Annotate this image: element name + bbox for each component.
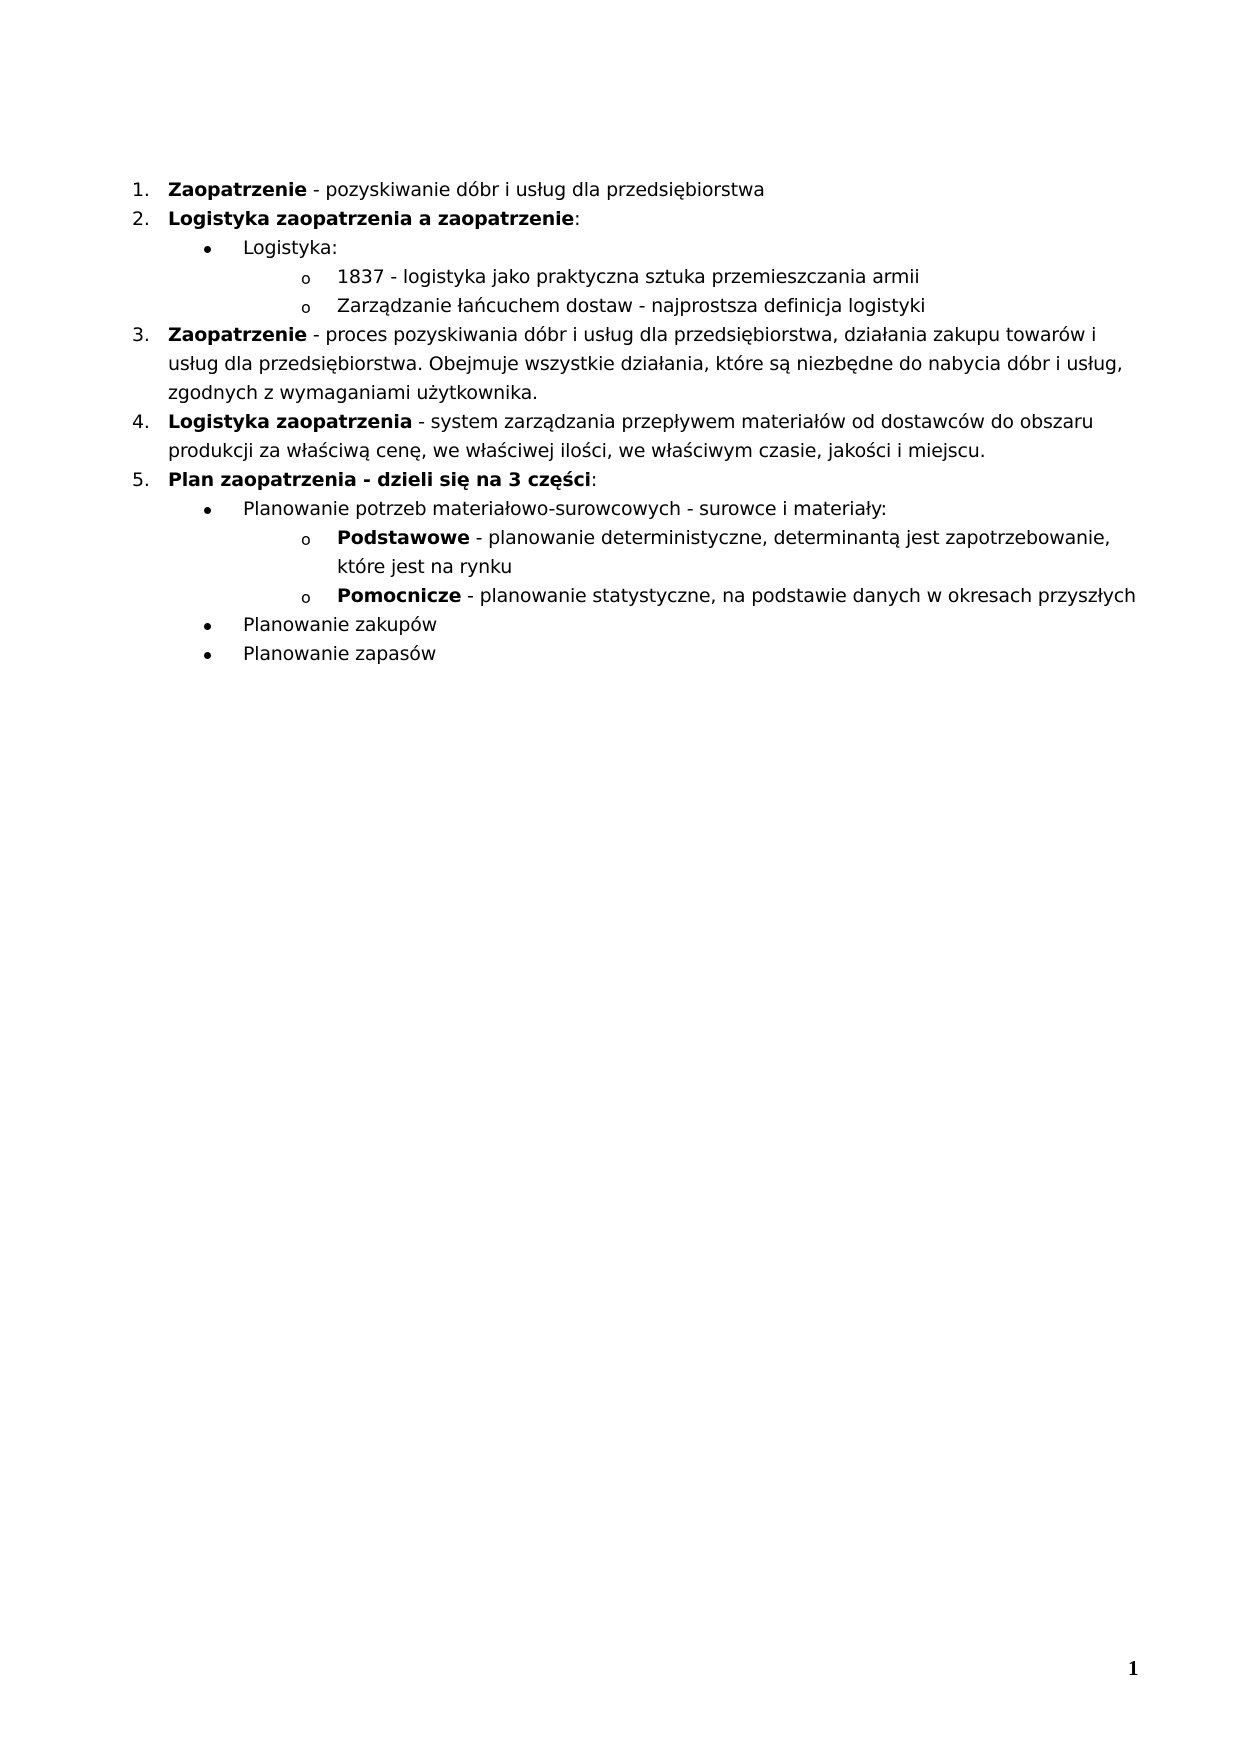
list-item-1 (0, 176, 1148, 205)
list-item-2 (0, 205, 1148, 234)
item-number: 4. (132, 411, 150, 433)
sub-sub-item-term: Podstawowe (337, 527, 470, 549)
sub-item-label: Planowanie zakupów (243, 614, 437, 636)
sub-sub-item-term: Pomocnicze (337, 585, 462, 607)
list-item-3 (0, 321, 1148, 408)
document-body (0, 176, 1240, 669)
bullet-icon (204, 652, 211, 659)
sub-sub-item-text: - planowanie statystyczne, na podstawie danych w okresach przyszłych (461, 585, 1136, 607)
item-number: 3. (132, 324, 150, 346)
sub-item-planowanie-zapasow (0, 640, 1148, 669)
sub-sub-item-text: 1837 - logistyka jako praktyczna sztuka przemieszczania armii (337, 266, 920, 288)
list-item-4 (0, 408, 1148, 466)
item-text: - system zarządzania przepływem materiałów od dostawców do obszaru produkcji za właściwą cenę, we właściwej ilości, we właściwym czasie, jakości i miejscu. (168, 411, 1094, 462)
circle-marker-icon: o (301, 588, 311, 607)
item-text: - proces pozyskiwania dóbr i usług dla przedsiębiorstwa, działania zakupu towarów i usług dla przedsiębiorstwa. Obejmuje wszystkie działania, które są niezbędne do nabycia dóbr i usług, zgodnych z wymaganiami użytkownika. (168, 324, 1123, 404)
bullet-icon (204, 246, 211, 253)
sub-item-planowanie-zakupow (0, 611, 1148, 640)
sub-item-planowanie-potrzeb (0, 495, 1148, 524)
page-number: 1 (1128, 1656, 1139, 1680)
sub-item-logistyka (0, 234, 1148, 263)
item-term: Zaopatrzenie (168, 179, 307, 201)
sub-item-label: Planowanie potrzeb materiałowo-surowcowych - surowce i materiały: (243, 498, 887, 520)
list-item-5 (0, 466, 1148, 495)
sub-sub-item (0, 292, 1147, 321)
circle-marker-icon: o (301, 269, 311, 288)
sub-sub-item-text: Zarządzanie łańcuchem dostaw - najprostsza definicja logistyki (337, 295, 926, 317)
item-text: - pozyskiwanie dóbr i usług dla przedsiębiorstwa (307, 179, 765, 201)
sub-sub-item (0, 582, 1147, 611)
bullet-icon (204, 507, 211, 514)
item-number: 5. (132, 469, 150, 491)
bullet-icon (204, 623, 211, 630)
circle-marker-icon: o (301, 530, 311, 549)
item-term: Zaopatrzenie (168, 324, 307, 346)
sub-sub-item (0, 524, 1147, 582)
circle-marker-icon: o (301, 298, 311, 317)
item-term: Logistyka zaopatrzenia (168, 411, 413, 433)
sub-item-label: Planowanie zapasów (243, 643, 437, 665)
sub-sub-item (0, 263, 1147, 292)
sub-sub-item-text: - planowanie deterministyczne, determinantą jest zapotrzebowanie, które jest na rynku (337, 527, 1111, 578)
item-number: 2. (132, 208, 150, 230)
item-text: : (574, 208, 581, 230)
item-number: 1. (132, 179, 150, 201)
item-term: Logistyka zaopatrzenia a zaopatrzenie (168, 208, 575, 230)
item-term: Plan zaopatrzenia - dzieli się na 3 części (168, 469, 591, 491)
sub-item-label: Logistyka: (243, 237, 338, 259)
item-text: : (590, 469, 598, 491)
